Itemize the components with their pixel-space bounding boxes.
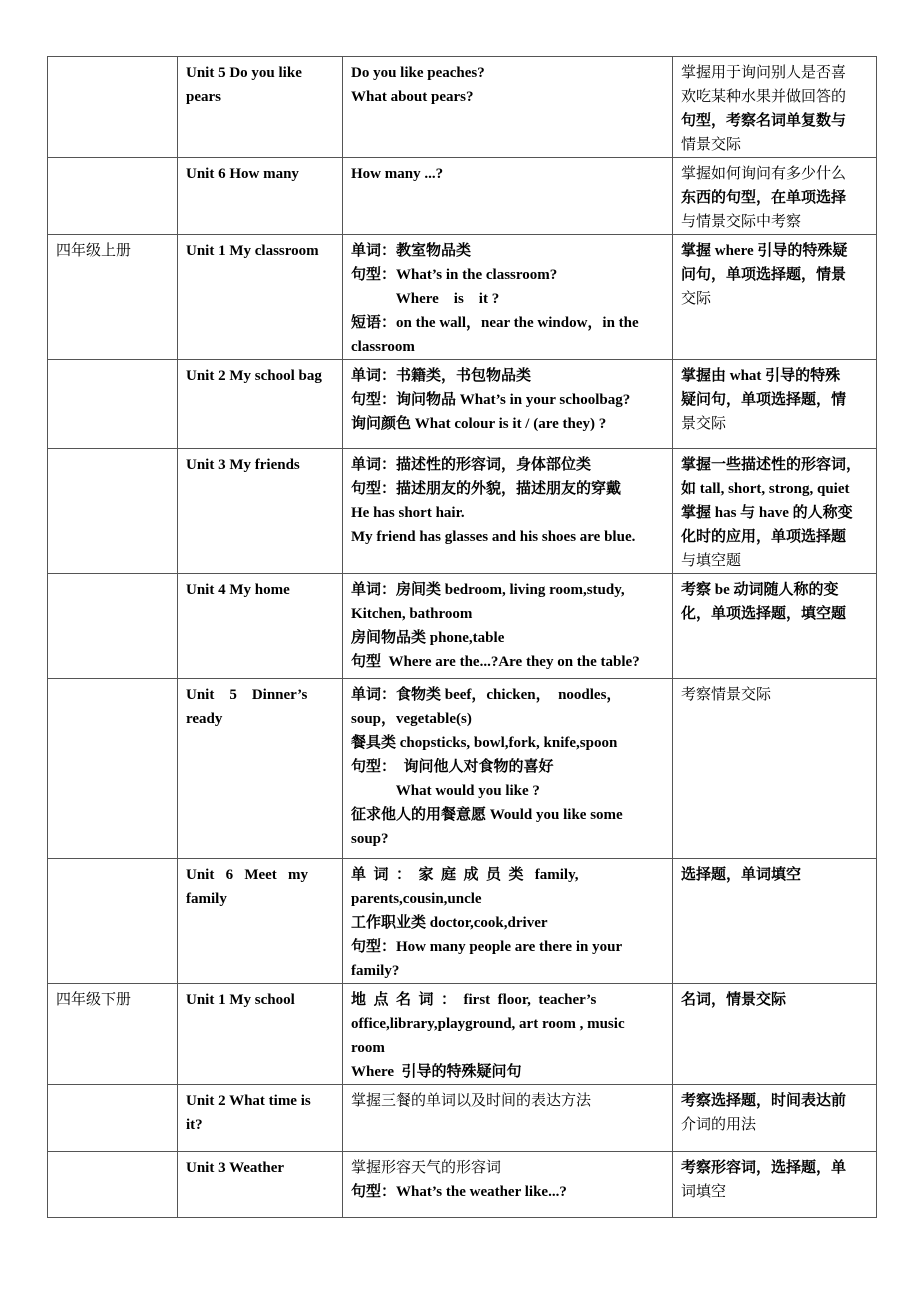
cell-line: 句型：描述朋友的外貌，描述朋友的穿戴: [351, 481, 622, 497]
cell-line: Unit 3 My friends: [186, 457, 300, 473]
focus-cell: [673, 859, 877, 984]
cell-line: 考察情景交际: [681, 687, 772, 703]
cell-line: 餐具类 chopsticks, bowl,fork, knife,spoon: [351, 735, 618, 751]
cell-line: ready: [186, 711, 223, 727]
table-row: [48, 158, 877, 235]
cell-line: 如 tall, short, strong, quiet: [681, 481, 850, 497]
content-cell: [343, 235, 673, 360]
cell-line: Unit 6 Meet my: [186, 867, 309, 883]
cell-line: 掌握用于询问别人是否喜: [681, 65, 847, 81]
unit-cell: [178, 360, 343, 449]
content-cell: [343, 574, 673, 679]
table-row: [48, 984, 877, 1085]
unit-cell: [178, 158, 343, 235]
cell-line: 单词：描述性的形容词，身体部位类: [351, 457, 592, 473]
cell-line: soup，vegetable(s): [351, 711, 472, 727]
cell-line: 句型：What’s the weather like...?: [351, 1184, 567, 1200]
grade-cell: [48, 57, 178, 158]
cell-line: My friend has glasses and his shoes are blue.: [351, 529, 636, 545]
unit-cell: [178, 679, 343, 859]
content-cell: [343, 360, 673, 449]
cell-line: 情景交际: [681, 137, 742, 153]
content-cell: [343, 158, 673, 235]
cell-line: 景交际: [681, 416, 727, 432]
cell-line: He has short hair.: [351, 505, 465, 521]
curriculum-table: [47, 56, 877, 1218]
cell-line: office,library,playground, art room , music: [351, 1016, 625, 1032]
cell-line: 单词：书籍类，书包物品类: [351, 368, 532, 384]
cell-line: 掌握 has 与 have 的人称变: [681, 505, 853, 521]
cell-line: Unit 1 My classroom: [186, 243, 319, 259]
cell-line: room: [351, 1040, 385, 1056]
unit-cell: [178, 859, 343, 984]
focus-cell: [673, 235, 877, 360]
content-cell: [343, 859, 673, 984]
cell-line: 句型：询问物品 What’s in your schoolbag?: [351, 392, 631, 408]
cell-line: 征求他人的用餐意愿 Would you like some: [351, 807, 623, 823]
cell-line: How many ...?: [351, 166, 444, 182]
cell-line: Unit 5 Do you like: [186, 65, 302, 81]
grade-cell: [48, 859, 178, 984]
cell-line: 工作职业类 doctor,cook,driver: [351, 915, 548, 931]
content-cell: [343, 57, 673, 158]
table-row: [48, 859, 877, 984]
focus-cell: [673, 57, 877, 158]
cell-line: What would you like ?: [351, 783, 540, 799]
cell-line: 与填空题: [681, 553, 742, 569]
cell-line: 化时的应用，单项选择题: [681, 529, 847, 545]
cell-line: 地 点 名 词 ： first floor, teacher’s: [351, 992, 597, 1008]
unit-cell: [178, 1152, 343, 1218]
grade-cell: [48, 360, 178, 449]
cell-line: 化，单项选择题，填空题: [681, 606, 847, 622]
content-cell: [343, 1085, 673, 1152]
cell-line: 掌握三餐的单词以及时间的表达方法: [351, 1093, 592, 1109]
focus-cell: [673, 574, 877, 679]
cell-line: Unit 6 How many: [186, 166, 299, 182]
grade-cell: [48, 679, 178, 859]
cell-line: 考察 be 动词随人称的变: [681, 582, 839, 598]
cell-line: 短语：on the wall，near the window，in the: [351, 315, 639, 331]
unit-cell: [178, 1085, 343, 1152]
cell-line: 掌握 where 引导的特殊疑: [681, 243, 848, 259]
cell-line: 句型 Where are the...?Are they on the table?: [351, 654, 640, 670]
cell-line: 句型：How many people are there in your: [351, 939, 623, 955]
grade-cell: [48, 449, 178, 574]
unit-cell: [178, 57, 343, 158]
cell-line: 欢吃某种水果并做回答的: [681, 89, 847, 105]
cell-line: 交际: [681, 291, 712, 307]
focus-cell: [673, 679, 877, 859]
cell-line: 房间物品类 phone,table: [351, 630, 505, 646]
content-cell: [343, 449, 673, 574]
cell-line: 名词，情景交际: [681, 992, 787, 1008]
cell-line: Unit 3 Weather: [186, 1160, 285, 1176]
cell-line: 句型： 询问他人对食物的喜好: [351, 759, 554, 775]
cell-line: Do you like peaches?: [351, 65, 485, 81]
cell-line: 介词的用法: [681, 1117, 757, 1133]
cell-line: parents,cousin,uncle: [351, 891, 482, 907]
cell-line: Unit 2 My school bag: [186, 368, 322, 384]
cell-line: classroom: [351, 339, 415, 355]
cell-line: Unit 5 Dinner’s: [186, 687, 308, 703]
table-row: [48, 57, 877, 158]
table-row: [48, 360, 877, 449]
cell-line: 四年级下册: [56, 992, 132, 1008]
cell-line: 掌握如何询问有多少什么: [681, 166, 847, 182]
cell-line: family?: [351, 963, 400, 979]
focus-cell: [673, 1085, 877, 1152]
table-row: [48, 1085, 877, 1152]
cell-line: 与情景交际中考察: [681, 214, 802, 230]
cell-line: Kitchen, bathroom: [351, 606, 473, 622]
cell-line: 掌握形容天气的形容词: [351, 1160, 502, 1176]
cell-line: 单词：教室物品类: [351, 243, 472, 259]
cell-line: 东西的句型，在单项选择: [681, 190, 847, 206]
content-cell: [343, 984, 673, 1085]
content-cell: [343, 1152, 673, 1218]
grade-cell: [48, 235, 178, 360]
content-cell: [343, 679, 673, 859]
cell-line: 问句，单项选择题，情景: [681, 267, 847, 283]
cell-line: 考察形容词，选择题，单: [681, 1160, 847, 1176]
cell-line: 四年级上册: [56, 243, 132, 259]
cell-line: it?: [186, 1117, 203, 1133]
focus-cell: [673, 984, 877, 1085]
cell-line: family: [186, 891, 227, 907]
focus-cell: [673, 158, 877, 235]
cell-line: Where 引导的特殊疑问句: [351, 1064, 522, 1080]
cell-line: pears: [186, 89, 221, 105]
grade-cell: [48, 574, 178, 679]
cell-line: Unit 2 What time is: [186, 1093, 311, 1109]
cell-line: 单词：房间类 bedroom, living room,study,: [351, 582, 625, 598]
table-row: [48, 574, 877, 679]
unit-cell: [178, 449, 343, 574]
table-row: [48, 1152, 877, 1218]
cell-line: 考察选择题，时间表达前: [681, 1093, 847, 1109]
cell-line: What about pears?: [351, 89, 474, 105]
grade-cell: [48, 984, 178, 1085]
cell-line: soup?: [351, 831, 389, 847]
cell-line: Unit 4 My home: [186, 582, 290, 598]
focus-cell: [673, 1152, 877, 1218]
cell-line: 单词：食物类 beef，chicken， noodles，: [351, 687, 622, 703]
cell-line: 选择题，单词填空: [681, 867, 802, 883]
table-row: [48, 449, 877, 574]
cell-line: 掌握一些描述性的形容词，: [681, 457, 862, 473]
grade-cell: [48, 1152, 178, 1218]
unit-cell: [178, 984, 343, 1085]
unit-cell: [178, 574, 343, 679]
cell-line: Unit 1 My school: [186, 992, 295, 1008]
unit-cell: [178, 235, 343, 360]
grade-cell: [48, 158, 178, 235]
cell-line: 询问颜色 What colour is it / (are they) ?: [351, 416, 607, 432]
focus-cell: [673, 360, 877, 449]
cell-line: 疑问句，单项选择题，情: [681, 392, 847, 408]
table-body: [48, 57, 877, 1218]
cell-line: 句型，考察名词单复数与: [681, 113, 847, 129]
table-row: [48, 679, 877, 859]
cell-line: Where is it ?: [351, 291, 500, 307]
cell-line: 句型：What’s in the classroom?: [351, 267, 558, 283]
focus-cell: [673, 449, 877, 574]
table-row: [48, 235, 877, 360]
cell-line: 词填空: [681, 1184, 727, 1200]
cell-line: 单 词 ： 家 庭 成 员 类 family,: [351, 867, 579, 883]
cell-line: 掌握由 what 引导的特殊: [681, 368, 841, 384]
grade-cell: [48, 1085, 178, 1152]
